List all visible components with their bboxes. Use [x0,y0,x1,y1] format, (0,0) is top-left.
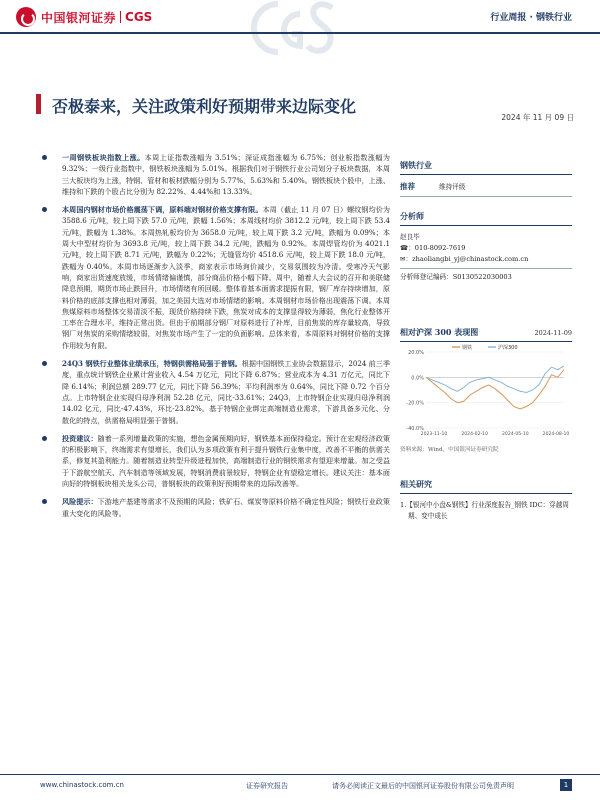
chart-x-tick-label: 2023-11-10 [420,432,448,437]
chart-series-line [426,370,564,409]
bullet-heading: 本周国内钢材市场价格震荡下调，原料端对钢材价格支撑有限。 [62,205,263,215]
summary-bullet [40,152,390,197]
report-date: 2024 年 11 月 09 日 [501,113,574,122]
chart-legend-label: 钢铁 [462,345,473,351]
performance-chart [400,342,572,444]
bullet-heading: 投资建议： [62,433,98,443]
chart-y-tick-label: 20.0% [408,350,424,356]
chart-y-tick-label: 0.0% [411,375,424,382]
bullet-body: 本周上证指数涨幅为 3.51%；深证成指涨幅为 6.75%；创业板指数涨幅为 9.32%；一级行业指数中，钢铁板块涨幅为 5.01%。根据我们对于钢铁行业公司划分子板块数据，本周三大板块均为上涨，特钢、管材和板材跌幅分别为 5.77%、5.63%和 5.40%。钢铁板块个股中，上涨、维持和下跌的个股占比分别为 82.22%、4.44%和 13.33%。 [62,153,391,196]
logo-text-en: CGS [125,10,153,24]
analyst-info [400,232,572,283]
chart-date: 2024-11-09 [534,328,572,337]
logo-divider [120,11,121,23]
analyst-name: 赵良毕 [400,233,420,241]
summary-bullet [40,496,390,519]
footer-website[interactable]: www.chinastock.com.cn [40,781,124,789]
footer-divider [0,774,600,775]
header-divider [0,32,600,34]
bullet-heading: 一周钢铁板块指数上涨。 [62,153,145,162]
chart-title: 相对沪深 300 表现图 [400,327,479,337]
cgs-watermark-icon [250,0,336,60]
summary-bullet [40,204,390,351]
bullet-body: 根据中国钢铁工业协会数据显示，2024 前三季度，重点统计钢铁企业累计营业收入 4.54 万亿元，同比下降 6.87%；营业成本为 4.31 万亿元，同比下降 6.14%；利润总额 289.77 亿元，同比下降 56.39%；平均利润率为 0.64%，同比下降 0.72 个百分点。上市特钢企业实现归母净利润 52.28 亿元，同比-33.61%；24Q3，上市特钢企业实现归母净利润 14.02 亿元，同比-47.43%，环比-23.82%。基于特钢企业绑定高端制造业需求，下游具备多元化、分散化的特点，供需格局明显强于普钢。 [62,359,390,425]
rating-value: 维持评级 [439,183,466,191]
bullet-body: 本周（截止 11 月 07 日）螺纹钢均价为 3588.6 元/吨，较上周下跌 57.0 元/吨，跌幅 1.56%；本周线材均价 3812.2 元/吨，较上周下跌 53.4 元/吨，跌幅为 1.38%。本周热轧板均价为 3658.0 元/吨，较上周下跌 3.2 元/吨，跌幅为 0.09%；本周大中型材均价为 3693.8 元/吨，较上周下跌 34.2 元/吨，跌幅为 0.92%。本周焊管均价为 4021.1 元/吨，较上周下跌 8.71 元/吨，跌幅为 0.22%；无缝管均价 4518.6 元/吨，较上周下跌 18.0 元/吨，跌幅为 0.40%。本周市场逐渐步入淡季，商家表示市场询价减少，交易氛围较为冷清。受寒冷天气影响，商家出货速度放缓，市场情绪偏谨慎，部分商品价格小幅下降。周中，随着人大会议的召开和美联储降息预期，期货市场止跌回升，市场情绪有所回暖。整体看基本面需求提振有限，钢厂库存持续增加，原料价格的底部支撑也相对薄弱，加之美国大选对市场情绪的影响。本周钢材市场价格出现震荡下调。本周焦煤原料市场整体交易清淡不振，现货价格持续下跌，焦炭对成本的支撑显得较为薄弱，焦化行业整体开工率在合理水平，维持正常出货。但由于前期部分钢厂对原料进行了补库，目前焦炭的库存量较高，导致钢厂对焦炭的采购情绪较弱，对焦炭市场产生了一定的负面影响。总体来看，本周原料对钢材价格的支撑作用较为有限。 [62,205,390,350]
logo-text-cn: 中国银河证券 [41,10,117,25]
bullet-body: 下游地产基建等需求不及预期的风险；铁矿石、煤炭等原料价格不确定性风险；钢铁行业政策重大变化的风险等。 [62,497,390,518]
analyst-email[interactable]: ✉：zhaoliangbi_yj@chinastock.com.cn [400,255,529,263]
page-number: 1 [560,779,572,791]
analyst-phone: ☎：010-8092-7619 [400,244,466,252]
bullet-heading: 风险提示： [62,497,98,507]
bullet-body: 随着一系列增量政策的实施，想色金属预期向好，钢铁基本面保持稳定。预计在宏观经济政策的积极影响下，终端需求有望增长，我们认为多项政策有利于提升钢铁行业集中度，改善不平衡的供需关系，修复其盈利能力。随着制造业转型升级进程加快，高端制造行业的钢铁需求有望迎来增量。加之受益于下游航空航天、汽车制造等领域发展，特钢消费前景较好，特钢企业有望稳定增长。建议关注：基本面向好的特钢板块相关龙头公司，普钢板块的政策利好预期带来的边际改善等。 [62,433,390,489]
report-type-label: 行业周报 · 钢铁行业 [490,13,572,23]
summary-bullet [40,433,390,489]
analyst-registration: 分析师登记编码：S0130522030003 [400,268,572,283]
footer-report-type: 证券研究报告 [246,782,288,790]
chart-x-tick-label: 2024-08-10 [542,432,570,437]
sidebar [400,160,572,522]
related-heading: 相关研究 [400,479,572,494]
chart-x-tick-label: 2024-05-10 [501,432,529,437]
logo-mark-icon [16,7,36,27]
related-report-link[interactable]: 1.【银河中小盘&钢铁】行业深度报告_钢铁 IDC：穿越周期、变中成长 [400,501,569,520]
chart-y-tick-label: -40.0% [406,426,424,432]
industry-heading: 钢铁行业 [400,160,572,175]
analyst-heading: 分析师 [400,211,572,226]
performance-chart-svg [400,342,572,442]
title-accent-bar [36,94,41,114]
company-logo [16,6,152,28]
summary-section [40,152,390,526]
chart-header [400,327,572,342]
chart-x-tick-label: 2024-02-10 [461,432,489,437]
chart-legend-label: 沪深300 [498,345,518,351]
summary-bullet [40,358,390,426]
footer-disclaimer: 请务必阅读正文最后的中国银河证券股份有限公司免责声明 [332,782,514,790]
rating-label: 推荐 [400,182,415,191]
bullet-heading: 24Q3 钢铁行业整体业绩承压，特钢供需格局强于普钢。 [62,359,242,369]
report-title: 否极泰来，关注政策利好预期带来边际变化 [52,97,357,116]
rating-row [400,181,572,197]
chart-source: 资料来源：Wind，中国银河证券研究院 [400,447,499,453]
chart-y-tick-label: -20.0% [406,400,424,407]
